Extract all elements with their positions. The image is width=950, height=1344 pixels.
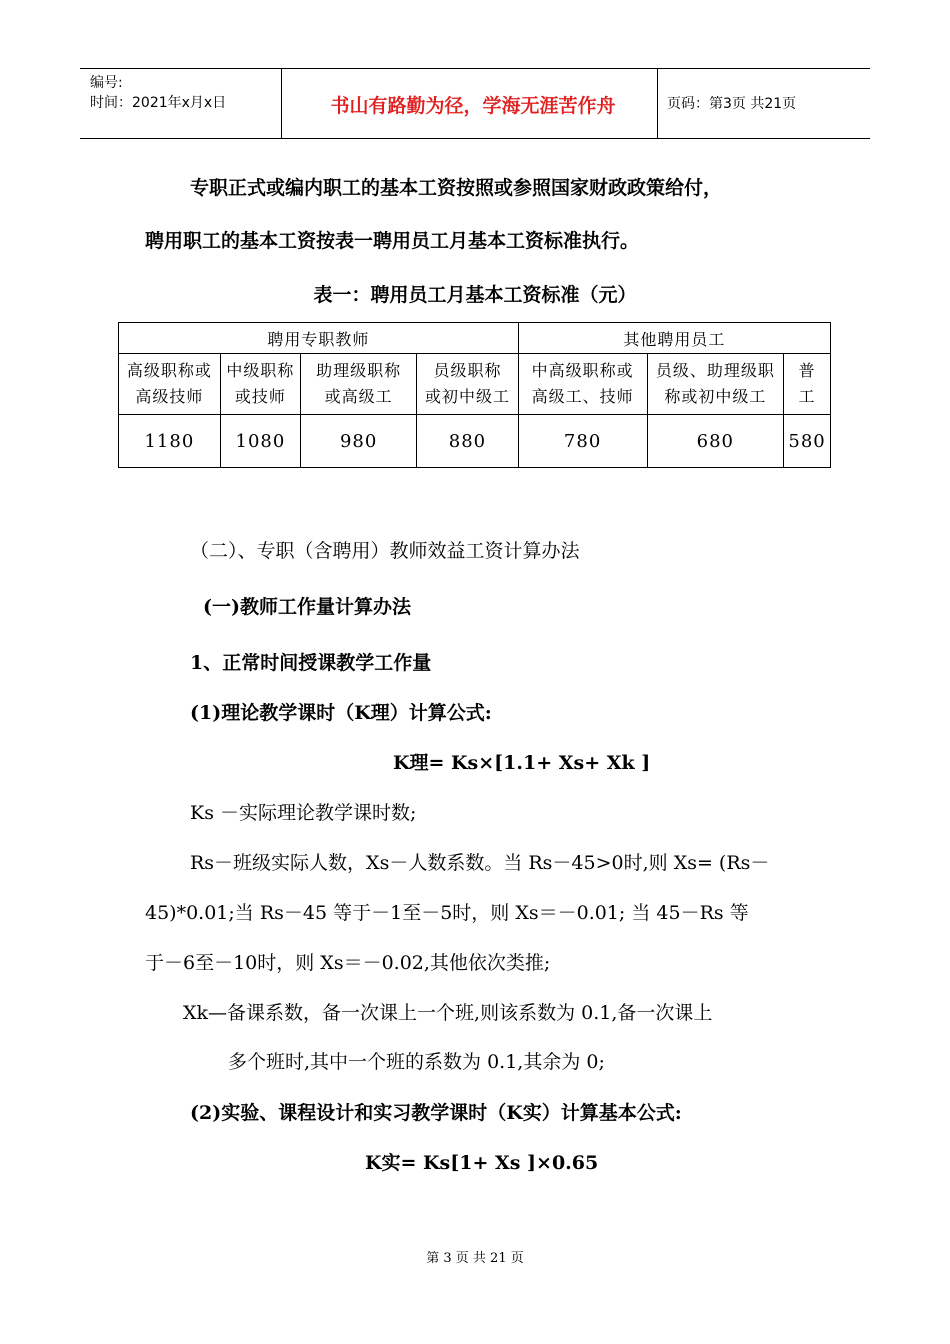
formula: K理= Ks×[1.1+ Xs+ Xk ] [393, 752, 651, 774]
definition-line: 于－6至－10时，则 Xs＝－0.02,其他依次类推; [145, 952, 551, 974]
column-header: 员级、助理级职 称或初中级工 [647, 354, 784, 415]
section-heading: (2)实验、课程设计和实习教学课时（K实）计算基本公式: [190, 1102, 682, 1124]
page-header [80, 68, 870, 139]
column-header: 员级职称 或初中级工 [417, 354, 518, 415]
table-cell: 1080 [220, 415, 300, 468]
column-header: 中级职称 或技师 [220, 354, 300, 415]
wage-table [118, 322, 831, 468]
table-row [119, 323, 831, 354]
column-header: 高级职称或 高级技师 [119, 354, 221, 415]
definition-line: Xk—备课系数，备一次课上一个班,则该系数为 0.1,备一次课上 [183, 1002, 713, 1024]
definition-line: 45)*0.01;当 Rs－45 等于－1至－5时，则 Xs＝－0.01; 当 45－Rs 等 [145, 902, 749, 924]
header-divider [657, 69, 658, 138]
table-cell: 680 [647, 415, 784, 468]
section-heading: （二）、专职（含聘用）教师效益工资计算办法 [190, 540, 580, 562]
table-cell: 880 [417, 415, 518, 468]
column-header: 中高级职称或 高级工、技师 [518, 354, 647, 415]
paragraph-line: 聘用职工的基本工资按表一聘用员工月基本工资标准执行。 [145, 230, 640, 252]
section-heading: (1)理论教学课时（K理）计算公式: [190, 702, 492, 724]
column-header: 普 工 [784, 354, 831, 415]
column-header: 助理级职称 或高级工 [301, 354, 417, 415]
page-footer: 第 3 页 共 21 页 [426, 1251, 524, 1266]
group-header: 聘用专职教师 [119, 323, 519, 354]
table-row [119, 415, 831, 468]
group-header: 其他聘用员工 [518, 323, 830, 354]
section-heading: 1、正常时间授课教学工作量 [190, 652, 432, 674]
header-motto: 书山有路勤为径，学海无涯苦作舟 [330, 95, 616, 117]
table-cell: 1180 [119, 415, 221, 468]
table-cell: 780 [518, 415, 647, 468]
definition-line: Rs－班级实际人数，Xs－人数系数。当 Rs－45>0时,则 Xs= (Rs－ [190, 852, 770, 874]
table-cell: 580 [784, 415, 831, 468]
formula: K实= Ks[1+ Xs ]×0.65 [365, 1152, 599, 1174]
header-page-number: 页码：第3页 共21页 [667, 96, 797, 112]
section-heading: (一)教师工作量计算办法 [203, 596, 411, 618]
paragraph-line: 专职正式或编内职工的基本工资按照或参照国家财政政策给付， [190, 177, 723, 199]
time-label: 时间：2021年x月x日 [90, 95, 227, 111]
header-meta [90, 73, 226, 113]
table-caption: 表一：聘用员工月基本工资标准（元） [313, 284, 637, 306]
definition-line: Ks －实际理论教学课时数; [190, 802, 417, 824]
code-label: 编号: [90, 75, 123, 91]
table-cell: 980 [301, 415, 417, 468]
table-row [119, 354, 831, 415]
definition-line: 多个班时,其中一个班的系数为 0.1,其余为 0; [228, 1051, 605, 1073]
